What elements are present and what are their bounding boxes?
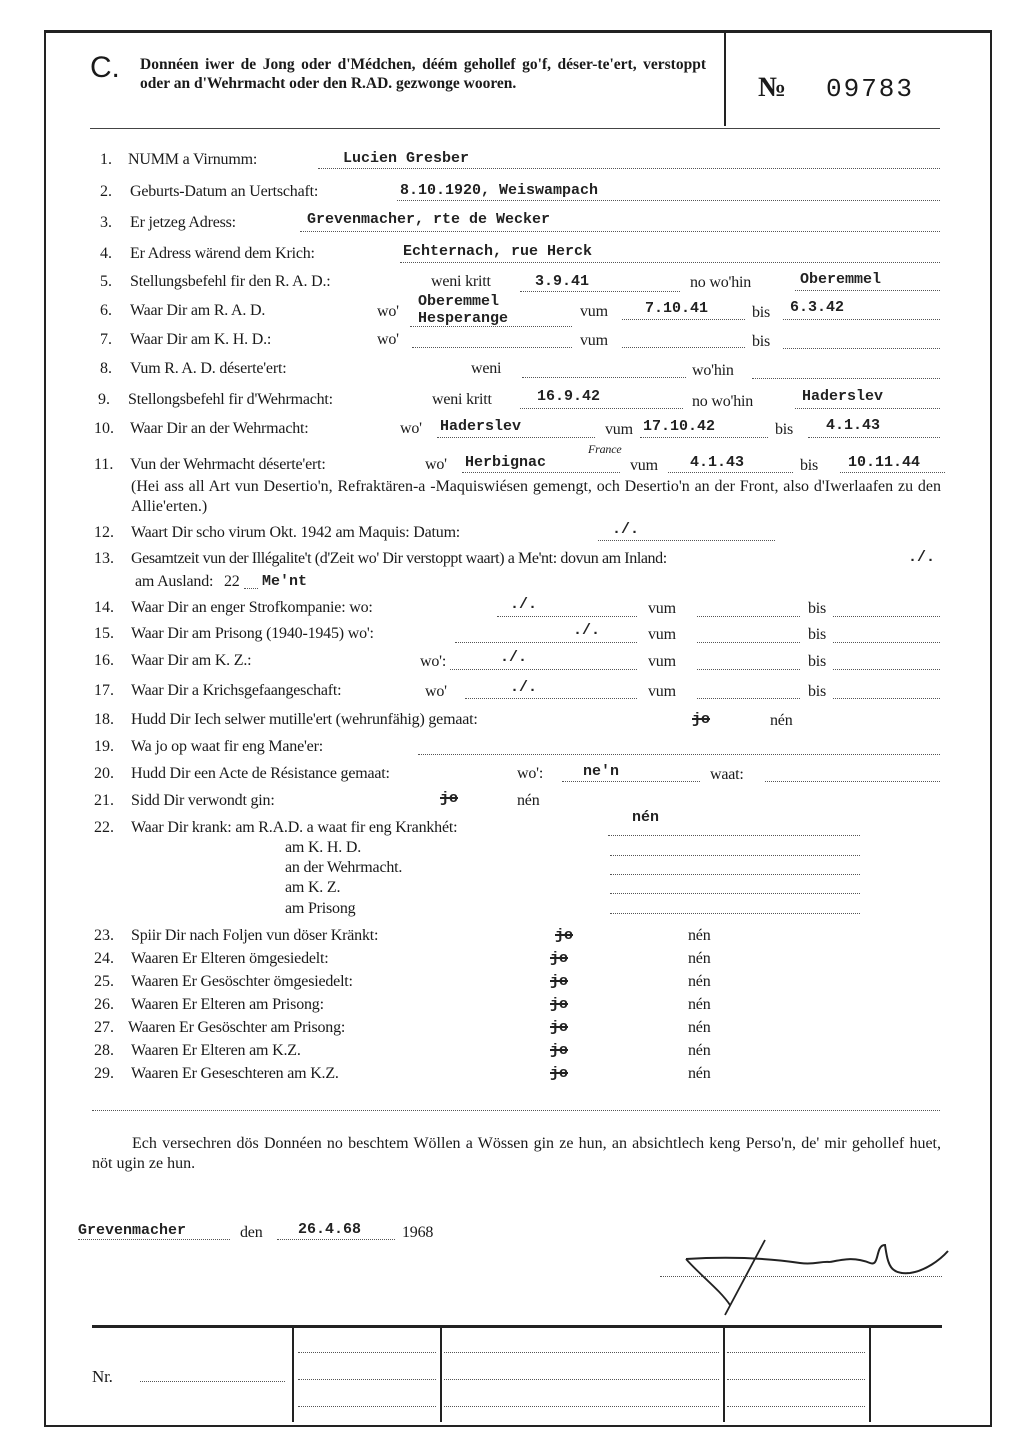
- parents-kz-label: Waaren Er Elteren am K.Z.: [131, 1042, 301, 1059]
- footer-field[interactable]: [727, 1379, 865, 1380]
- prison-place: ./.: [573, 622, 601, 639]
- khd-label: Waar Dir am K. H. D.:: [130, 331, 272, 348]
- resistance-label: Hudd Dir een Acte de Résistance gemaat:: [131, 765, 390, 782]
- siblings-prison-no-option[interactable]: nén: [688, 1019, 711, 1036]
- section-title: Donnéen iwer de Jong oder d'Médchen, déém gehollef go'f, déser-te'ert, verstoppt oder an d'Wehrmacht oder den R.AD. gezwonge wooren.: [140, 56, 706, 92]
- khd-to-field[interactable]: [783, 331, 940, 349]
- item-number: 19.: [94, 738, 114, 755]
- item-number: 22.: [94, 819, 114, 836]
- abroad-label: am Ausland:: [135, 573, 214, 590]
- illness-prison-field[interactable]: [610, 896, 860, 914]
- pow-from-field[interactable]: [697, 681, 800, 699]
- item-number: 17.: [94, 682, 114, 699]
- rad-label: Waar Dir am R. A. D.: [130, 302, 266, 319]
- where-label: wo':: [420, 653, 447, 670]
- illness-kz-field[interactable]: [610, 876, 860, 894]
- footer-column-divider: [292, 1327, 294, 1422]
- when-label: weni kritt: [431, 273, 491, 290]
- mutilation-yes-option[interactable]: jo: [692, 711, 711, 728]
- name-label: NUMM a Virnumm:: [128, 151, 258, 168]
- item-number: 25.: [94, 973, 114, 990]
- what-label: waat:: [710, 766, 744, 783]
- item-number: 12.: [94, 524, 114, 541]
- address-value: Grevenmacher, rte de Wecker: [307, 211, 551, 228]
- item-number: 5.: [100, 273, 112, 290]
- desertion-remark: (Hei ass all Art vun Desertio'n, Refraktären-a -Maquiswiésen gemengt, och Desertio'n an der Front, also d'Iwerlaafen zu den Allie'erten.): [131, 478, 941, 515]
- rad-order-place: Oberemmel: [800, 271, 882, 288]
- item-number: 21.: [94, 792, 114, 809]
- footer-column-divider: [869, 1327, 871, 1422]
- siblings-resettled-yes-option[interactable]: jo: [550, 973, 569, 990]
- section-letter: C.: [90, 51, 120, 84]
- where-label: wo'hin: [692, 362, 734, 379]
- item-number: 28.: [94, 1042, 114, 1059]
- rad-order-date: 3.9.41: [535, 273, 590, 290]
- parents-prison-label: Waaren Er Elteren am Prisong:: [131, 996, 324, 1013]
- kz-place: ./.: [500, 649, 528, 666]
- penal-company-from-field[interactable]: [697, 599, 800, 617]
- name-value: Lucien Gresber: [343, 150, 470, 167]
- siblings-kz-yes-option[interactable]: jo: [550, 1065, 569, 1082]
- handwritten-note: France: [588, 442, 622, 456]
- parents-resettled-yes-option[interactable]: jo: [550, 950, 569, 967]
- prison-from-field[interactable]: [697, 625, 800, 643]
- abroad-unit: Me'nt: [262, 573, 308, 590]
- item-number: 14.: [94, 599, 114, 616]
- maquis-date: ./.: [612, 521, 640, 538]
- pow-place: ./.: [510, 679, 538, 696]
- to-label: bis: [808, 626, 827, 643]
- siblings-resettled-label: Waaren Er Gesöschter ömgesiedelt:: [131, 973, 353, 990]
- signature: [670, 1235, 960, 1320]
- kz-place-field[interactable]: [450, 652, 637, 670]
- siblings-prison-label: Waaren Er Gesöschter am Prisong:: [128, 1019, 346, 1036]
- footer-column-divider: [440, 1327, 442, 1422]
- footer-field[interactable]: [444, 1379, 719, 1380]
- desertion-from: 4.1.43: [690, 454, 745, 471]
- consequences-yes-option[interactable]: jo: [555, 927, 574, 944]
- item-number: 8.: [100, 360, 112, 377]
- when-label: weni: [471, 360, 502, 377]
- from-label: vum: [580, 303, 608, 320]
- wounded-yes-option[interactable]: jo: [440, 790, 459, 807]
- where-label: wo': [425, 456, 447, 473]
- from-label: vum: [580, 332, 608, 349]
- manner-field[interactable]: [418, 737, 940, 755]
- illness-value: nén: [632, 809, 660, 826]
- maquis-label: Waart Dir scho virum Okt. 1942 am Maquis: Datum:: [131, 524, 461, 541]
- header-rule: [90, 128, 940, 129]
- mutilation-no-option[interactable]: nén: [770, 712, 793, 729]
- wounded-label: Sidd Dir verwondt gin:: [131, 792, 275, 809]
- rad-place-1: Oberemmel: [418, 293, 500, 310]
- rad-place-2: Hesperange: [418, 310, 509, 327]
- khd-from-field[interactable]: [622, 330, 745, 348]
- rad-desert-label: Vum R. A. D. déserte'ert:: [130, 360, 287, 377]
- year-label: 1968: [402, 1224, 434, 1241]
- parents-resettled-no-option[interactable]: nén: [688, 950, 711, 967]
- from-label: vum: [648, 626, 676, 643]
- address-label: Er jetzeg Adress:: [130, 214, 236, 231]
- pow-place-field[interactable]: [465, 681, 637, 699]
- desertion-to: 10.11.44: [848, 454, 921, 471]
- birth-value: 8.10.1920, Weiswampach: [400, 182, 599, 199]
- item-number: 6.: [100, 302, 112, 319]
- where-label: no wo'hin: [692, 393, 754, 410]
- desertion-place: Herbignac: [465, 454, 547, 471]
- header-divider: [724, 33, 726, 126]
- desertion-label: Vun der Wehrmacht déserte'ert:: [130, 456, 326, 473]
- item-number: 1.: [100, 151, 112, 168]
- from-label: vum: [605, 421, 633, 438]
- wehrmacht-order-label: Stellongsbefehl fir d'Wehrmacht:: [128, 391, 333, 408]
- when-label: weni kritt: [432, 391, 492, 408]
- khd-place-field[interactable]: [412, 330, 572, 348]
- item-number: 15.: [94, 625, 114, 642]
- item-number: 10.: [94, 420, 114, 437]
- footer-field[interactable]: [298, 1352, 436, 1353]
- siblings-kz-no-option[interactable]: nén: [688, 1065, 711, 1082]
- to-label: bis: [752, 304, 771, 321]
- siblings-prison-yes-option[interactable]: jo: [550, 1019, 569, 1036]
- item-number: 18.: [94, 711, 114, 728]
- item-number: 2.: [100, 183, 112, 200]
- siblings-resettled-no-option[interactable]: nén: [688, 973, 711, 990]
- footer-field[interactable]: [444, 1352, 719, 1353]
- nr-field[interactable]: [140, 1364, 285, 1382]
- illness-rad-field[interactable]: [608, 818, 860, 836]
- item-number: 13.: [94, 550, 114, 567]
- item-number: 4.: [100, 245, 112, 262]
- resistance-what-field[interactable]: [765, 764, 940, 782]
- birth-label: Geburts-Datum an Uertschaft:: [130, 183, 319, 200]
- footer-field[interactable]: [727, 1352, 865, 1353]
- rad-from: 7.10.41: [645, 300, 709, 317]
- to-label: bis: [808, 600, 827, 617]
- wehrmacht-to: 4.1.43: [826, 417, 881, 434]
- item-number: 9.: [98, 391, 110, 408]
- abroad-field[interactable]: [244, 571, 258, 589]
- kz-from-field[interactable]: [697, 652, 800, 670]
- nr-label: Nr.: [92, 1367, 113, 1386]
- prison-to-field[interactable]: [833, 625, 940, 643]
- illness-wehrmacht-field[interactable]: [610, 857, 860, 875]
- penal-company-to-field[interactable]: [833, 599, 940, 617]
- footer-field[interactable]: [298, 1379, 436, 1380]
- parents-resettled-label: Waaren Er Elteren ömgesiedelt:: [131, 950, 329, 967]
- kz-label: Waar Dir am K. Z.:: [131, 652, 252, 669]
- to-label: bis: [808, 683, 827, 700]
- illness-wehrmacht-label: an der Wehrmacht.: [285, 859, 403, 876]
- where-label: no wo'hin: [690, 274, 752, 291]
- parents-kz-yes-option[interactable]: jo: [550, 1042, 569, 1059]
- form-number: 09783: [826, 74, 915, 104]
- item-number: 24.: [94, 950, 114, 967]
- from-label: vum: [648, 683, 676, 700]
- section-divider: [92, 1110, 940, 1111]
- illness-kz-label: am K. Z.: [285, 879, 341, 896]
- item-number: 23.: [94, 927, 114, 944]
- manner-label: Wa jo op waat fir eng Mane'er:: [131, 738, 323, 755]
- illness-khd-field[interactable]: [610, 838, 860, 856]
- where-label: wo': [377, 303, 399, 320]
- from-label: vum: [630, 457, 658, 474]
- rad-desert-place-field[interactable]: [752, 361, 940, 379]
- footer-rule: [92, 1325, 942, 1328]
- illegality-label: Gesamtzeit vun der Illégalite't (d'Zeit wo' Dir verstoppt waart) a Me'nt: dovun am Inland:: [131, 550, 667, 567]
- where-label: wo': [425, 683, 447, 700]
- where-label: wo': [377, 331, 399, 348]
- wehrmacht-order-date: 16.9.42: [537, 388, 601, 405]
- wehrmacht-from: 17.10.42: [643, 418, 716, 435]
- prison-place-field[interactable]: [455, 625, 637, 643]
- penal-company-label: Waar Dir an enger Strofkompanie: wo:: [131, 599, 373, 616]
- footer-field[interactable]: [444, 1406, 719, 1407]
- abroad-count: 22: [224, 573, 240, 590]
- illness-label: Waar Dir krank: am R.A.D. a waat fir eng Krankhét:: [131, 819, 458, 836]
- consequences-label: Spiir Dir nach Foljen vun döser Kränkt:: [131, 927, 379, 944]
- pow-to-field[interactable]: [833, 681, 940, 699]
- footer-field[interactable]: [727, 1406, 865, 1407]
- rad-order-label: Stellungsbefehl fir den R. A. D.:: [130, 273, 331, 290]
- to-label: bis: [775, 421, 794, 438]
- wounded-no-option[interactable]: nén: [517, 792, 540, 809]
- rad-desert-date-field[interactable]: [522, 360, 686, 378]
- where-label: wo':: [517, 765, 544, 782]
- parents-prison-yes-option[interactable]: jo: [550, 996, 569, 1013]
- war-address-label: Er Adress wärend dem Krich:: [130, 245, 315, 262]
- penal-company-place: ./.: [510, 596, 538, 613]
- wehrmacht-label: Waar Dir an der Wehrmacht:: [130, 420, 309, 437]
- from-label: vum: [648, 653, 676, 670]
- wehrmacht-place: Haderslev: [440, 418, 522, 435]
- from-label: vum: [648, 600, 676, 617]
- illness-prison-label: am Prisong: [285, 900, 356, 917]
- item-number: 26.: [94, 996, 114, 1013]
- to-label: bis: [752, 333, 771, 350]
- item-number: 3.: [100, 214, 112, 231]
- prison-label: Waar Dir am Prisong (1940-1945) wo':: [131, 625, 374, 642]
- wehrmacht-order-place: Haderslev: [802, 388, 884, 405]
- to-label: bis: [800, 457, 819, 474]
- item-number: 16.: [94, 652, 114, 669]
- item-number: 29.: [94, 1065, 114, 1082]
- where-label: wo': [400, 420, 422, 437]
- war-address-value: Echternach, rue Herck: [403, 243, 593, 260]
- mutilation-label: Hudd Dir Iech selwer mutille'ert (wehrunfähig) gemaat:: [131, 711, 478, 728]
- place-value: Grevenmacher: [78, 1222, 187, 1239]
- date-value: 26.4.68: [298, 1221, 362, 1238]
- siblings-kz-label: Waaren Er Geseschteren am K.Z.: [131, 1065, 339, 1082]
- illness-khd-label: am K. H. D.: [285, 839, 362, 856]
- resistance-place: ne'n: [583, 763, 620, 780]
- rad-to: 6.3.42: [790, 299, 845, 316]
- item-number: 27.: [94, 1019, 114, 1036]
- pow-label: Waar Dir a Krichsgefaangeschaft:: [131, 682, 342, 699]
- den-label: den: [240, 1224, 263, 1241]
- to-label: bis: [808, 653, 827, 670]
- parents-prison-no-option[interactable]: nén: [688, 996, 711, 1013]
- item-number: 7.: [100, 331, 112, 348]
- kz-to-field[interactable]: [833, 652, 940, 670]
- item-number: 11.: [94, 456, 114, 473]
- footer-column-divider: [723, 1327, 725, 1422]
- item-number: 20.: [94, 765, 114, 782]
- footer-field[interactable]: [298, 1406, 436, 1407]
- inland-value: ./.: [908, 549, 936, 566]
- consequences-no-option[interactable]: nén: [688, 927, 711, 944]
- number-symbol: №: [758, 72, 786, 103]
- declaration-text: Ech versechren dös Donnéen no beschtem Wöllen a Wössen gin ze hun, an absichtlech keng Perso'n, de' mir gehollef huet, nöt ugin ze hun.: [92, 1135, 941, 1172]
- parents-kz-no-option[interactable]: nén: [688, 1042, 711, 1059]
